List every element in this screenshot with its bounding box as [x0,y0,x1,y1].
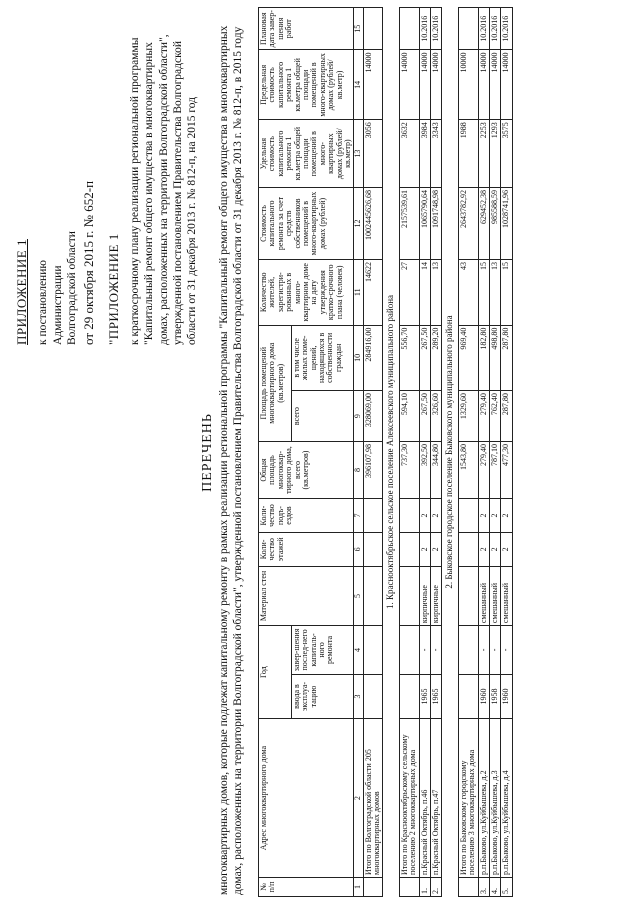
row-entrances: 2 [490,499,501,533]
row-premises-owned: 267,50 [419,325,430,391]
row-cost: 1065790,64 [419,188,430,260]
row-deadline: 10.2016 [478,8,489,50]
row-num: 1. [419,877,430,896]
row-year-repair: - [419,626,430,675]
col-number: 13 [354,120,363,188]
subtotal-row [458,8,478,897]
document-subtitle: многоквартирных домов, которые подлежат капитальному ремонту в рамках реализации региональной программы "Капитальный ремонт общего имущества в многоквартирных домах, расположенных на территории Волгоградской области", утвержденной постановлением Правительства Волгоградской области от 31 декабря 2013 г. № 812-п, в 2015 году [218,25,244,895]
row-unit-cost: 3984 [419,120,430,188]
row-deadline: 10.2016 [501,8,512,50]
row-premises-owned: 182,80 [478,325,489,391]
row-num: 5. [501,877,512,896]
row-max-cost: 14000 [490,50,501,120]
row-year-repair: - [478,626,489,675]
row-max-cost: 14000 [478,50,489,120]
section-heading [383,8,399,897]
row-cost: 985588,59 [490,188,501,260]
table-row [490,8,501,897]
col-header-floors: Коли-чество этажей [259,532,354,566]
subtotal-premises: 594,10 [399,391,419,442]
row-residents: 13 [431,259,442,325]
row-unit-cost: 2253 [478,120,489,188]
row-entrances: 2 [419,499,430,533]
grand-total-residents: 14622 [363,259,383,325]
col-header-num: № п/п [259,877,354,896]
col-number: 6 [354,532,363,566]
row-year-built: 1958 [490,674,501,718]
row-material: кирпичные [431,566,442,625]
decree-date: от 29 октября 2015 г. № 652-п [81,180,97,345]
row-year-repair: - [490,626,501,675]
row-address: р.п.Быково, ул.Куйбышева, д.2 [478,719,489,878]
table-row [419,8,430,897]
col-header-entrances: Коли-чество подъ-ездов [259,499,354,533]
row-premises-total: 279,40 [478,391,489,442]
subtotal-row [399,8,419,897]
row-floors: 2 [501,532,512,566]
row-premises-owned: 498,80 [490,325,501,391]
col-number: 11 [354,259,363,325]
row-floors: 2 [478,532,489,566]
col-header-year-repair: завер-шения послед-него капиталь-ного ремонта [291,626,353,675]
row-cost: 1091748,98 [431,188,442,260]
row-max-cost: 14000 [431,50,442,120]
subtotal-unit-cost: 3632 [399,120,419,188]
col-header-premises-owned: в том числе жилых поме-щений, находящихся в собственности граждан [291,325,353,391]
col-header-premises-area: Площадь помещений многоквартирного дома (кв.метров) [259,325,292,441]
grand-total-cost: 1002445626,68 [363,188,383,260]
row-unit-cost: 3575 [501,120,512,188]
subtotal-residents: 27 [399,259,419,325]
row-deadline: 10.2016 [431,8,442,50]
subtotal-cost: 2157539,61 [399,188,419,260]
grand-total-area: 396107,98 [363,441,383,498]
row-year-repair: - [431,626,442,675]
grand-total-label: Итого по Волгоградской области 205 многоквартирных домов [363,719,383,878]
table-row [431,8,442,897]
houses-table [258,7,513,897]
row-premises-total: 267,50 [419,391,430,442]
subtotal-area: 737,30 [399,441,419,498]
col-header-max-cost: Предельная стоимость капитального ремонта 1 кв.метра общей площади помещений в много-квартирных домах (рублей/кв.метр) [259,50,354,120]
row-premises-total: 287,80 [501,391,512,442]
row-entrances: 2 [501,499,512,533]
row-total-area: 787,10 [490,441,501,498]
col-header-material: Материал стен [259,566,354,625]
row-total-area: 392,50 [419,441,430,498]
grand-total-owned: 284916,00 [363,325,383,391]
row-max-cost: 14000 [501,50,512,120]
row-max-cost: 14000 [419,50,430,120]
row-deadline: 10.2016 [490,8,501,50]
row-material: смешанный [501,566,512,625]
row-year-built: 1960 [478,674,489,718]
row-total-area: 344,80 [431,441,442,498]
subtotal-owned: 556,70 [399,325,419,391]
header-block [14,10,200,345]
row-address: р.п.Быково, ул.Куйбышева, д.4 [501,719,512,878]
row-year-built: 1960 [501,674,512,718]
subtotal-max-cost: 10000 [458,50,478,120]
subtotal-label: Итого по Быковскому городскому поселению 3 многоквартирных дома [458,719,478,878]
col-header-year-built: ввода в эксплуа-тацию [291,674,353,718]
row-cost: 629452,38 [478,188,489,260]
col-number: 14 [354,50,363,120]
col-header-cost: Стоимость капитального ремонта за счет средств собственников помещений в много-квартирных домах (рублей) [259,188,354,260]
subtotal-area: 1543,80 [458,441,478,498]
decree-line-1: к постановлению [37,260,50,345]
col-number: 7 [354,499,363,533]
row-total-area: 477,30 [501,441,512,498]
subtotal-premises: 1329,60 [458,391,478,442]
row-year-built: 1965 [419,674,430,718]
grand-total-premises: 328069,00 [363,391,383,442]
row-material: смешанный [478,566,489,625]
row-address: р.п.Быково, ул.Куйбышева, д.3 [490,719,501,878]
row-residents: 15 [478,259,489,325]
grand-total-unit-cost: 3056 [363,120,383,188]
subtotal-max-cost: 14000 [399,50,419,120]
col-header-unit-cost: Удельная стоимость капитального ремонта 1 кв.метра общей площади помещений в много-квартирных домах (рублей/кв.метр) [259,120,354,188]
row-floors: 2 [419,532,430,566]
col-header-address: Адрес многоквартирного дома [259,719,354,878]
row-entrances: 2 [478,499,489,533]
row-floors: 2 [431,532,442,566]
col-number: 1 [354,877,363,896]
col-number: 3 [354,674,363,718]
row-residents: 15 [501,259,512,325]
row-cost: 1028741,96 [501,188,512,260]
subtotal-unit-cost: 1988 [458,120,478,188]
row-material: смешанный [490,566,501,625]
col-number: 9 [354,391,363,442]
col-number: 10 [354,325,363,391]
row-premises-owned: 289,20 [431,325,442,391]
grand-total-max-cost: 14000 [363,50,383,120]
col-number: 2 [354,719,363,878]
row-address: п.Красный Октябрь, п.46 [419,719,430,878]
appendix-2-title: "ПРИЛОЖЕНИЕ 1 [105,233,121,345]
subtotal-owned: 969,40 [458,325,478,391]
row-premises-total: 326,60 [431,391,442,442]
subtotal-label: Итого по Краснооктябрьскому сельскому поселению 2 многоквартирных дома [399,719,419,878]
col-number: 4 [354,626,363,675]
col-number: 8 [354,441,363,498]
col-header-deadline: Плановая дата завер-шения работ [259,8,354,50]
row-num: 2. [431,877,442,896]
row-year-repair: - [501,626,512,675]
col-header-year: Год [259,626,292,719]
col-number: 5 [354,566,363,625]
col-header-residents: Количество жителей, зарегистри-рованных в много-квартирном доме на дату утверждения кратко-срочного плана (человек) [259,259,354,325]
table-row [501,8,512,897]
appendix-title: ПРИЛОЖЕНИЕ 1 [14,239,29,345]
row-num: 3. [478,877,489,896]
row-address: п.Красный Октябрь, п.47 [431,719,442,878]
section-heading [442,8,458,897]
row-total-area: 279,40 [478,441,489,498]
row-material: кирпичные [419,566,430,625]
row-entrances: 2 [431,499,442,533]
row-year-built: 1965 [431,674,442,718]
row-premises-owned: 287,80 [501,325,512,391]
plan-reference: к краткосрочному плану реализации региональной программы "Капитальный ремонт общего имущества в многоквартирных домах, расположенных на территории Волгоградской области", утвержденной постановлением Правительства Волгоградской области от 31 декабря 2013 г. № 812-п, на 2015 год [128,34,199,345]
section-title: 2. Быковское городское поселение Быковского муниципального района [442,8,458,897]
col-header-total-area: Общая площадь многоквар-тирного дома, всего (кв.метров) [259,441,354,498]
col-number: 12 [354,188,363,260]
row-unit-cost: 1293 [490,120,501,188]
subtotal-residents: 43 [458,259,478,325]
grand-total-row [363,8,383,897]
subtotal-cost: 2643782,92 [458,188,478,260]
row-premises-total: 762,40 [490,391,501,442]
row-residents: 13 [490,259,501,325]
col-header-premises-total: всего [291,391,353,442]
row-residents: 14 [419,259,430,325]
decree-line-2: Администрации [51,265,64,345]
col-number: 15 [354,8,363,50]
section-title: 1. Краснооктябрьское сельское поселение Алексеевского муниципального района [383,8,399,897]
row-unit-cost: 3343 [431,120,442,188]
table-row [478,8,489,897]
row-num: 4. [490,877,501,896]
row-deadline: 10.2016 [419,8,430,50]
row-floors: 2 [490,532,501,566]
decree-line-3: Волгоградской области [66,231,78,345]
document-title: ПЕРЕЧЕНЬ [200,413,215,492]
